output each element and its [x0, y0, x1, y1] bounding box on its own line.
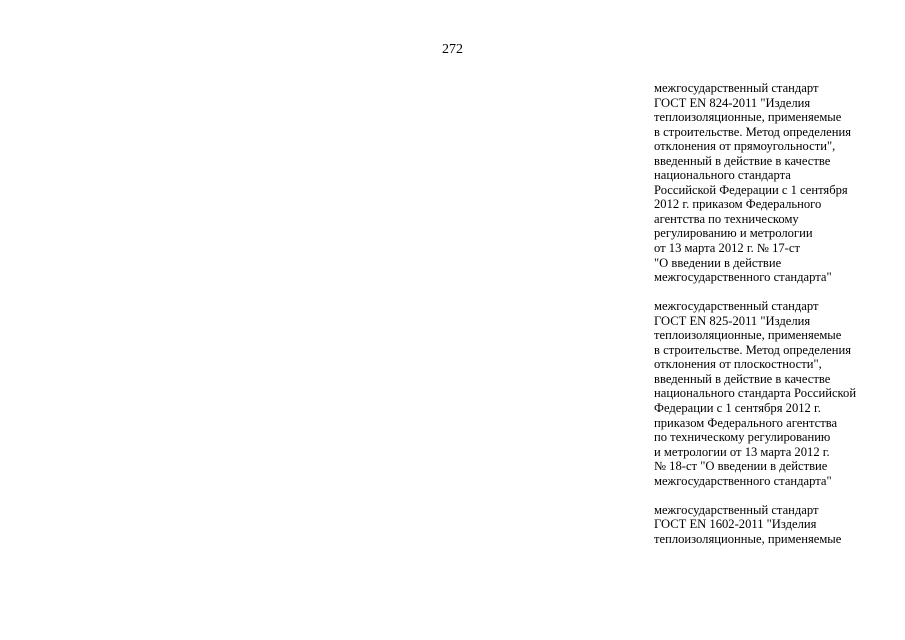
- text-line: введенный в действие в качестве: [654, 153, 831, 168]
- text-line: приказом Федерального агентства: [654, 415, 838, 430]
- text-line: теплоизоляционные, применяемые: [654, 110, 842, 125]
- text-line: национального стандарта Российской: [654, 386, 857, 401]
- text-line: по техническому регулированию: [654, 430, 831, 445]
- text-line: ГОСТ EN 825-2011 "Изделия: [654, 313, 811, 328]
- document-text-column: [654, 81, 900, 561]
- text-line: агентства по техническому: [654, 211, 799, 226]
- text-line: ГОСТ EN 1602-2011 "Изделия: [654, 517, 817, 532]
- text-line: межгосударственный стандарт: [654, 81, 819, 95]
- text-line: национального стандарта: [654, 168, 791, 183]
- text-line: "О введении в действие: [654, 255, 782, 270]
- text-line: введенный в действие в качестве: [654, 371, 831, 386]
- standard-entry-gost-en-825: [654, 299, 900, 488]
- text-line: регулированию и метрологии: [654, 226, 813, 241]
- standard-entry-gost-en-1602: [654, 503, 900, 547]
- text-line: от 13 марта 2012 г. № 17-ст: [654, 241, 800, 256]
- text-line: Российской Федерации с 1 сентября: [654, 182, 848, 197]
- text-line: межгосударственного стандарта": [654, 473, 832, 488]
- text-line: в строительстве. Метод определения: [654, 124, 851, 139]
- standard-entry-gost-en-824: [654, 81, 900, 285]
- text-line: межгосударственный стандарт: [654, 299, 819, 314]
- text-line: межгосударственный стандарт: [654, 502, 819, 517]
- text-line: Федерации с 1 сентября 2012 г.: [654, 401, 821, 416]
- text-line: теплоизоляционные, применяемые: [654, 328, 842, 343]
- text-line: межгосударственного стандарта": [654, 270, 832, 285]
- text-line: 2012 г. приказом Федерального: [654, 197, 822, 212]
- text-line: № 18-ст "О введении в действие: [654, 459, 828, 474]
- text-line: в строительстве. Метод определения: [654, 342, 851, 357]
- text-line: ГОСТ EN 824-2011 "Изделия: [654, 95, 811, 110]
- page-number: 272: [442, 42, 463, 57]
- text-line: отклонения от плоскостности",: [654, 357, 822, 372]
- text-line: и метрологии от 13 марта 2012 г.: [654, 444, 830, 459]
- text-line: теплоизоляционные, применяемые: [654, 531, 842, 546]
- text-line: отклонения от прямоугольности",: [654, 139, 836, 154]
